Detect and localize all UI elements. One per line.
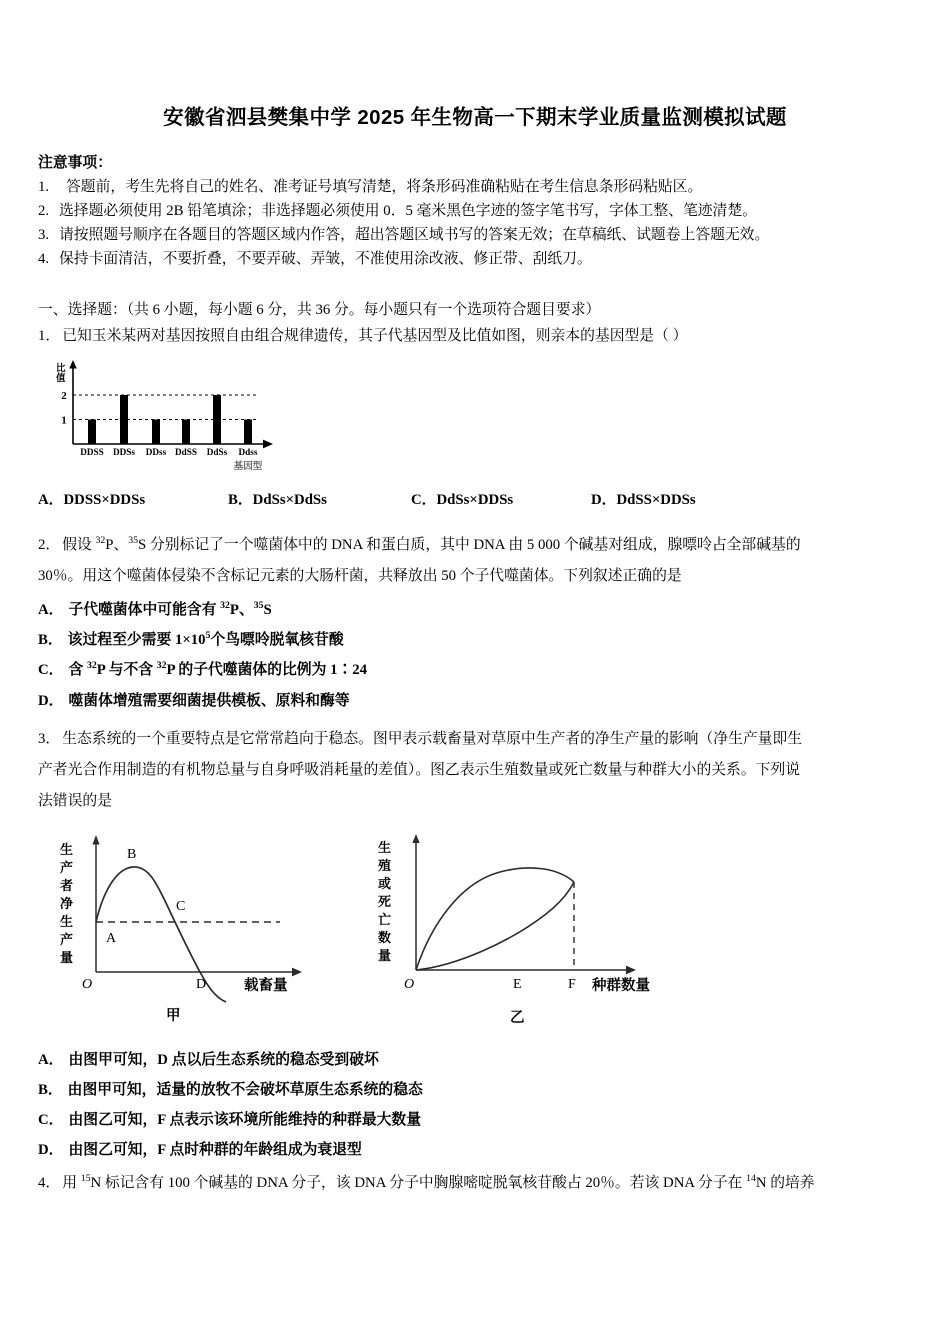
isotope-superscript-15: 15: [80, 1172, 91, 1184]
figure-jia-net-production: [48, 830, 348, 1035]
yi-ylabel-char-2: 殖: [378, 857, 392, 873]
isotope-superscript-35: 35: [128, 535, 139, 547]
question-3-option-B[interactable]: [38, 1075, 912, 1105]
section-heading: 一、选择题：（共 6 小题，每小题 6 分，共 36 分。每小题只有一个选项符合题目要求）: [38, 302, 601, 319]
option-label: B．: [38, 631, 63, 648]
figure-pair-q3: [38, 830, 912, 1035]
option-text-a: 该过程至少需要 1×10: [67, 631, 206, 648]
question-1-option-D[interactable]: [591, 488, 771, 513]
option-text-b: P、: [229, 601, 254, 618]
option-text-c: P 的子代噬菌体的比例为 1∶24: [166, 662, 368, 679]
bar-chart-ytick-1: 1: [61, 414, 67, 427]
question-2-option-A[interactable]: [38, 595, 912, 625]
jia-ylabel-char-1: 生: [60, 841, 74, 857]
bar-chart-xtick-1: DDSs: [113, 446, 135, 457]
figure-yi-birth-death: [370, 830, 700, 1035]
exponent-superscript-5: 5: [205, 630, 211, 642]
question-2-option-B[interactable]: [38, 625, 912, 655]
option-text-b: 个鸟嘌呤脱氧核苷酸: [210, 631, 344, 648]
bar-DDss: [152, 419, 160, 444]
option-text: DDSS×DDSs: [63, 491, 146, 508]
notice-item: [38, 248, 912, 272]
isotope-superscript-14: 14: [746, 1172, 756, 1184]
bar-chart-x-axis-arrow: [263, 439, 273, 448]
option-text-a: 含: [68, 662, 87, 679]
jia-point-label-B: B: [127, 846, 137, 862]
question-1-text: 已知玉米某两对基因按照自由组合规律遗传，其子代基因型及比值如图，则亲本的基因型是（ ）: [62, 328, 688, 345]
question-3-options: [38, 1045, 912, 1166]
question-1-option-B[interactable]: [228, 488, 411, 513]
notice-number: 1.: [38, 178, 50, 195]
notice-number: 4.: [38, 250, 50, 267]
question-1-stem: [38, 325, 912, 349]
notice-item: [38, 176, 912, 200]
bar-chart-ytick-2: 2: [61, 389, 67, 402]
yi-ylabel-char-4: 死: [378, 893, 392, 909]
figure-genotype-ratio-bar-chart: [42, 355, 912, 482]
question-2-options: [38, 595, 912, 716]
bar-chart-ylabel-char2: 值: [56, 373, 66, 384]
notices-block: [38, 152, 912, 272]
isotope-superscript-32: 32: [95, 535, 106, 547]
bar-Ddss: [244, 419, 252, 444]
notice-text: 请按照题号顺序在各题目的答题区域内作答，超出答题区域书写的答案无效；在草稿纸、试题卷上答题无效。: [59, 226, 770, 243]
question-2-option-C[interactable]: [38, 655, 912, 685]
option-text: DdSs×DdSs: [252, 491, 327, 508]
yi-y-axis-arrow: [412, 834, 419, 843]
option-label: A．: [38, 491, 64, 508]
option-label: C．: [38, 1112, 64, 1129]
jia-origin-label: O: [82, 976, 93, 992]
question-2-text-b: P、: [105, 536, 129, 553]
question-4-text-a: 用: [62, 1174, 81, 1191]
option-label: A．: [38, 1051, 64, 1068]
jia-ylabel-char-4: 净: [60, 895, 74, 911]
option-label: B．: [228, 491, 253, 508]
jia-x-axis-arrow: [292, 967, 302, 976]
bar-chart-xtick-4: DdSs: [206, 446, 228, 457]
question-3-option-D[interactable]: [38, 1135, 912, 1165]
option-label: D．: [38, 1142, 64, 1159]
question-2-stem: [38, 531, 912, 560]
question-1-option-C[interactable]: [411, 488, 591, 513]
yi-ylabel-char-1: 生: [378, 839, 392, 855]
yi-ylabel-char-7: 量: [378, 947, 392, 963]
option-text-a: 子代噬菌体中可能含有: [68, 601, 221, 618]
bar-chart-ylabel-char1: 比: [56, 363, 66, 374]
question-3-stem-line2: 产者光合作用制造的有机物总量与自身呼吸消耗量的差值）。图乙表示生殖数量或死亡数量与种群大小的关系。下列说: [38, 761, 801, 778]
question-2-stem-line2: 30％。用这个噬菌体侵染不含标记元素的大肠杆菌，共释放出 50 个子代噬菌体。下列叙述正确的是: [38, 567, 682, 584]
bar-chart-xlabel: 基因型: [233, 460, 263, 472]
jia-caption: 甲: [166, 1007, 181, 1024]
question-2-option-D[interactable]: [38, 686, 912, 716]
page-title: 安徽省泗县樊集中学 2025 年生物高一下期末学业质量监测模拟试题: [163, 106, 787, 129]
yi-birth-curve: [416, 867, 574, 969]
yi-ylabel-char-6: 数: [378, 929, 392, 945]
option-text: 由图乙可知，F 点时种群的年龄组成为衰退型: [68, 1142, 362, 1159]
jia-point-label-D: D: [196, 976, 207, 992]
question-1-options: [38, 488, 912, 513]
yi-xlabel: 种群数量: [592, 977, 650, 994]
figure-jia-svg: [48, 830, 348, 1030]
question-4-text-c: N 的培养: [755, 1174, 815, 1191]
figure-yi-svg: [370, 830, 700, 1030]
option-text-b: P 与不含: [96, 662, 157, 679]
jia-ylabel-char-5: 生: [60, 913, 74, 929]
question-1-option-A[interactable]: [38, 488, 228, 513]
jia-ylabel-char-7: 量: [60, 949, 74, 965]
notice-text: 选择题必须使用 2B 铅笔填涂；非选择题必须使用 0．5 毫米黑色字迹的签字笔书写，字体工整、笔迹清楚。: [59, 202, 757, 219]
question-2-text-a: 假设: [62, 536, 96, 553]
question-4-text-b: N 标记含有 100 个碱基的 DNA 分子，该 DNA 分子中胸腺嘧啶脱氧核苷酸占 20％。若该 DNA 分子在: [90, 1174, 747, 1191]
notices-heading: 注意事项：: [38, 154, 112, 171]
jia-y-axis-arrow: [92, 835, 99, 845]
option-text-a: 噬菌体增殖需要细菌提供模板、原料和酶等: [68, 692, 350, 709]
isotope-superscript-32: 32: [86, 660, 97, 672]
option-text: 由图甲可知，D 点以后生态系统的稳态受到破坏: [68, 1051, 379, 1068]
bar-DdSs: [213, 395, 221, 444]
option-label: C．: [38, 662, 64, 679]
yi-caption: 乙: [510, 1009, 525, 1026]
yi-death-curve: [416, 882, 574, 970]
notice-item: [38, 224, 912, 248]
option-text: DdSs×DDSs: [436, 491, 514, 508]
option-label: B．: [38, 1081, 63, 1098]
question-4-number: 4．: [38, 1174, 61, 1191]
question-1-number: 1．: [38, 328, 61, 345]
yi-point-label-E: E: [513, 976, 522, 992]
isotope-superscript-32: 32: [220, 599, 230, 611]
bar-chart-xtick-0: DDSS: [80, 446, 104, 457]
question-3-number: 3．: [38, 730, 61, 747]
jia-ylabel-char-2: 产: [60, 859, 74, 875]
bar-chart-y-axis-arrow: [69, 360, 77, 369]
yi-point-label-F: F: [568, 976, 576, 992]
notice-number: 3.: [38, 226, 50, 243]
jia-xlabel: 载畜量: [244, 977, 288, 994]
question-3-option-A[interactable]: [38, 1045, 912, 1075]
question-2-text-c: S 分别标记了一个噬菌体中的 DNA 和蛋白质，其中 DNA 由 5 000 个碱基对组成，腺嘌呤占全部碱基的: [138, 536, 801, 553]
option-label: C．: [411, 491, 437, 508]
page-content: [38, 0, 912, 1195]
bar-DDSs: [120, 395, 128, 444]
yi-ylabel-char-3: 或: [378, 875, 392, 891]
jia-point-label-C: C: [176, 898, 186, 914]
bar-chart-xtick-5: Ddss: [238, 446, 258, 457]
question-3-option-C[interactable]: [38, 1105, 912, 1135]
question-3-stem-line3: 法错误的是: [38, 792, 112, 809]
bar-DDSS: [88, 419, 96, 444]
bar-chart-xtick-2: DDss: [145, 446, 167, 457]
notice-item: [38, 200, 912, 224]
question-4-stem: [38, 1172, 912, 1196]
question-3-text-line1: 生态系统的一个重要特点是它常常趋向于稳态。图甲表示载畜量对草原中生产者的净生产量的影响（净生产量即生: [62, 730, 803, 747]
jia-ylabel-char-6: 产: [60, 931, 74, 947]
jia-point-label-A: A: [106, 930, 117, 946]
notice-text: 答题前，考生先将自己的姓名、准考证号填写清楚，将条形码准确粘贴在考生信息条形码粘贴区。: [66, 178, 703, 195]
option-text-c: S: [263, 601, 272, 618]
option-label: A．: [38, 601, 64, 618]
option-label: D．: [591, 491, 617, 508]
option-text: 由图甲可知，适量的放牧不会破坏草原生态系统的稳态: [67, 1081, 423, 1098]
yi-x-axis-arrow: [626, 965, 636, 974]
option-label: D．: [38, 692, 64, 709]
isotope-superscript-35: 35: [253, 599, 264, 611]
notice-text: 保持卡面清洁，不要折叠，不要弄破、弄皱，不准使用涂改液、修正带、刮纸刀。: [59, 250, 592, 267]
isotope-superscript-32: 32: [156, 660, 167, 672]
genotype-bar-chart-svg: [42, 355, 342, 477]
jia-ylabel-char-3: 者: [60, 877, 74, 893]
yi-origin-label: O: [404, 976, 415, 992]
question-3-stem-line1: [38, 725, 912, 754]
question-2-number: 2．: [38, 536, 61, 553]
bar-chart-xtick-3: DdSS: [175, 446, 197, 457]
bar-DdSS: [182, 419, 190, 444]
notice-number: 2.: [38, 202, 50, 219]
yi-ylabel-char-5: 亡: [378, 911, 392, 927]
option-text: DdSS×DDSs: [616, 491, 696, 508]
option-text: 由图乙可知，F 点表示该环境所能维持的种群最大数量: [68, 1112, 422, 1129]
